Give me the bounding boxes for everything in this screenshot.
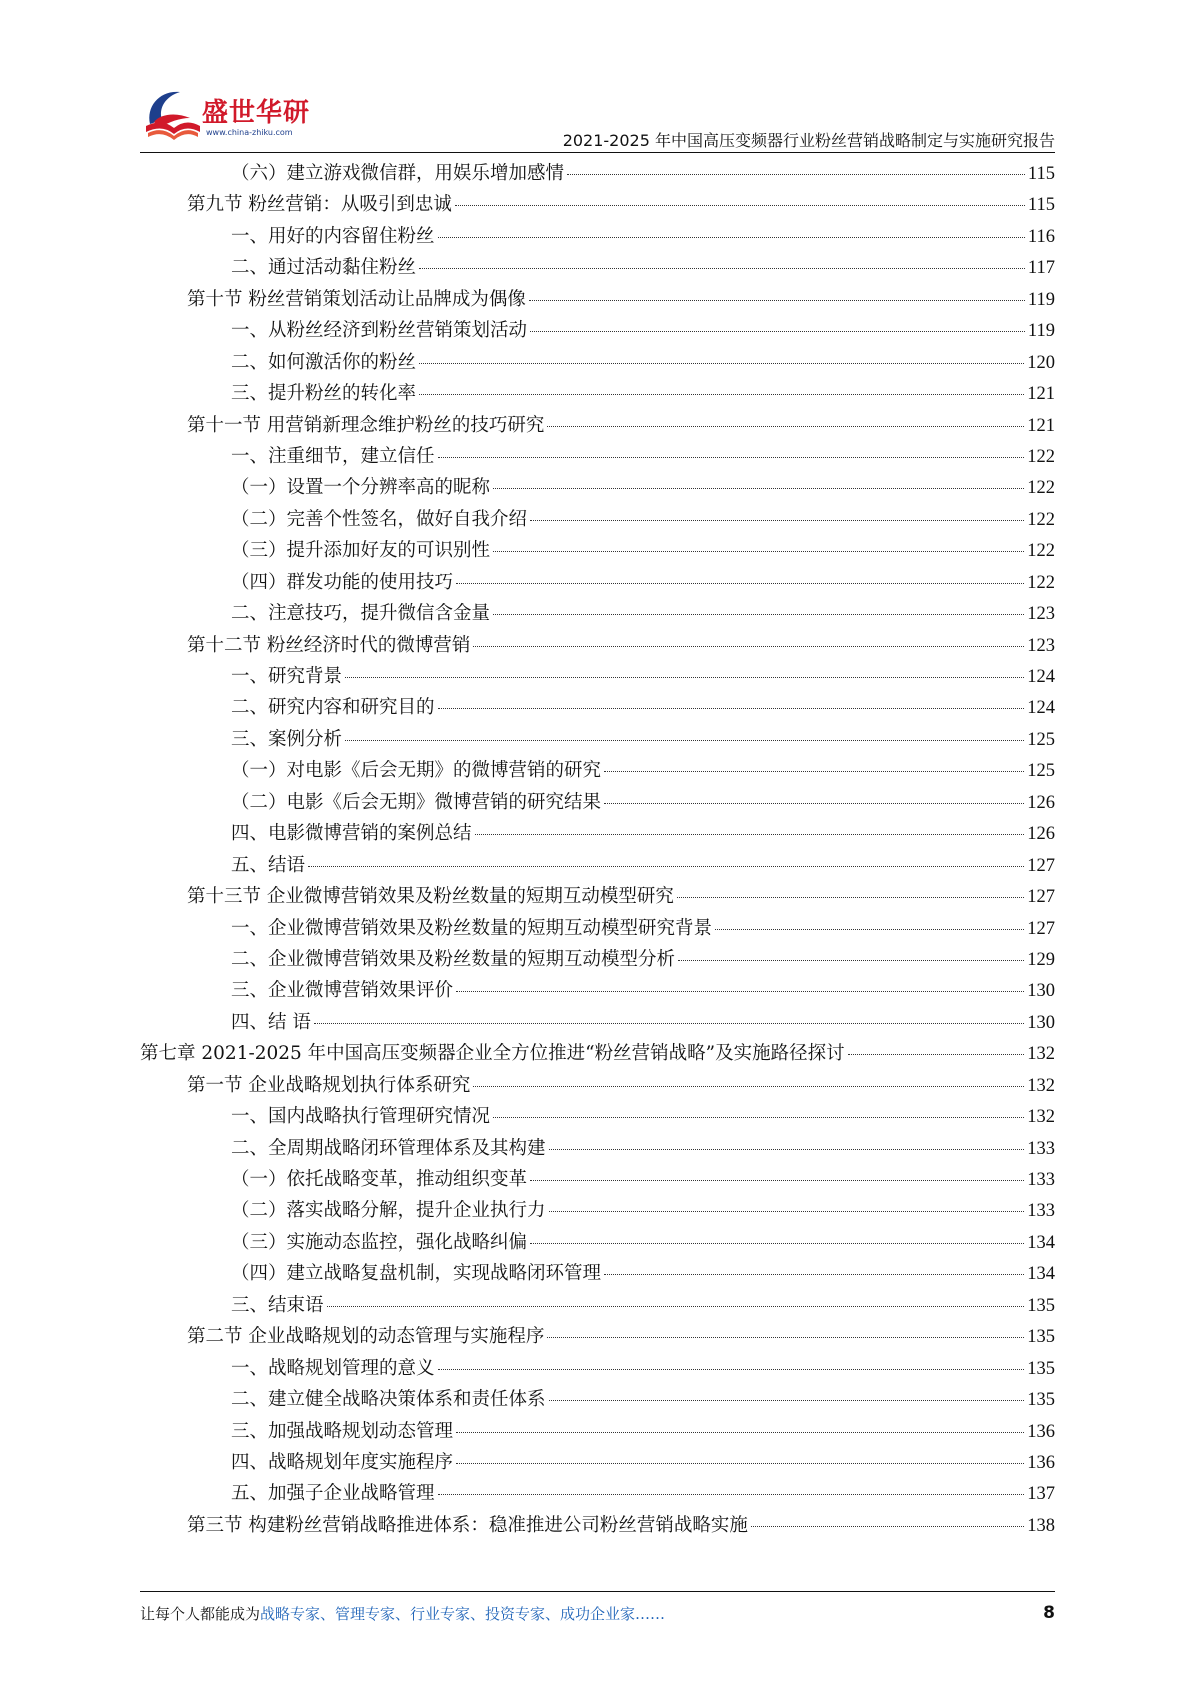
toc-dot-leader [604, 771, 1024, 772]
toc-entry-title: （一）对电影《后会无期》的微博营销的研究 [231, 760, 602, 782]
toc-entry-title: 第三节 构建粉丝营销战略推进体系：稳准推进公司粉丝营销战略实施 [187, 1514, 748, 1536]
toc-entry-page: 133 [1027, 1138, 1055, 1159]
toc-dot-leader [456, 1432, 1024, 1433]
toc-entry-page: 134 [1027, 1264, 1055, 1285]
toc-entry[interactable] [140, 662, 1055, 693]
toc-dot-leader [604, 1274, 1024, 1275]
toc-entry-page: 126 [1027, 824, 1055, 845]
report-title: 2021-2025 年中国高压变频器行业粉丝营销战略制定与实施研究报告 [562, 131, 1055, 150]
toc-entry-page: 122 [1027, 509, 1055, 530]
toc-entry-title: 二、企业微博营销效果及粉丝数量的短期互动模型分析 [231, 948, 676, 970]
toc-entry[interactable] [140, 1417, 1055, 1448]
toc-dot-leader [493, 1117, 1024, 1118]
toc-entry-page: 127 [1027, 918, 1055, 939]
toc-dot-leader [493, 614, 1024, 615]
toc-entry-title: 一、战略规划管理的意义 [231, 1357, 435, 1379]
toc-dot-leader [455, 205, 1025, 206]
toc-entry-title: 第十二节 粉丝经济时代的微博营销 [187, 634, 471, 656]
toc-entry-page: 122 [1027, 572, 1055, 593]
toc-entry-title: 第二节 企业战略规划的动态管理与实施程序 [187, 1326, 545, 1348]
toc-entry[interactable] [140, 599, 1055, 630]
toc-entry[interactable] [140, 631, 1055, 662]
toc-entry-page: 126 [1027, 792, 1055, 813]
toc-entry-title: 五、结语 [231, 854, 306, 876]
toc-entry-title: 一、从粉丝经济到粉丝营销策划活动 [231, 320, 528, 342]
toc-entry[interactable] [140, 1008, 1055, 1039]
toc-dot-leader [308, 866, 1024, 867]
brand-logo [140, 84, 310, 146]
toc-dot-leader [438, 1494, 1025, 1495]
toc-dot-leader [549, 1400, 1025, 1401]
toc-entry[interactable] [140, 819, 1055, 850]
toc-entry-title: （四）群发功能的使用技巧 [231, 571, 454, 593]
toc-entry-title: 第十三节 企业微博营销效果及粉丝数量的短期互动模型研究 [187, 886, 674, 908]
toc-entry-title: 二、如何激活你的粉丝 [231, 351, 417, 373]
toc-entry-page: 122 [1027, 541, 1055, 562]
toc-dot-leader [345, 740, 1024, 741]
brand-url: www.china-zhiku.com [206, 128, 293, 137]
toc-entry[interactable] [140, 1385, 1055, 1416]
toc-entry-title: 一、国内战略执行管理研究情况 [231, 1106, 491, 1128]
toc-entry-page: 125 [1027, 729, 1055, 750]
toc-entry[interactable] [140, 725, 1055, 756]
toc-dot-leader [549, 1149, 1025, 1150]
toc-entry-page: 119 [1027, 321, 1055, 342]
toc-dot-leader [547, 426, 1024, 427]
brand-name: 盛世华研 [202, 98, 311, 128]
toc-dot-leader [549, 1211, 1025, 1212]
toc-entry[interactable] [140, 1479, 1055, 1510]
toc-entry-title: 三、加强战略规划动态管理 [231, 1420, 454, 1442]
toc-entry[interactable] [140, 1196, 1055, 1227]
toc-entry[interactable] [140, 1259, 1055, 1290]
toc-dot-leader [473, 1086, 1024, 1087]
toc-dot-leader [314, 1023, 1024, 1024]
toc-dot-leader [530, 520, 1024, 521]
toc-entry[interactable] [140, 1354, 1055, 1385]
toc-entry[interactable] [140, 442, 1055, 473]
toc-entry[interactable] [140, 190, 1055, 221]
toc-entry-title: 二、全周期战略闭环管理体系及其构建 [231, 1137, 546, 1159]
toc-dot-leader [751, 1526, 1024, 1527]
toc-entry-page: 124 [1027, 698, 1055, 719]
toc-dot-leader [419, 394, 1024, 395]
toc-entry-title: 五、加强子企业战略管理 [231, 1483, 435, 1505]
toc-dot-leader [715, 929, 1024, 930]
toc-dot-leader [530, 331, 1025, 332]
toc-entry[interactable] [140, 1102, 1055, 1133]
toc-entry-title: （三）提升添加好友的可识别性 [231, 540, 491, 562]
toc-entry-page: 136 [1027, 1421, 1055, 1442]
toc-entry-title: 第十一节 用营销新理念维护粉丝的技巧研究 [187, 414, 545, 436]
toc-entry[interactable] [140, 159, 1055, 190]
header-divider [140, 152, 1055, 153]
toc-entry[interactable] [140, 1291, 1055, 1322]
toc-entry[interactable] [140, 285, 1055, 316]
toc-entry-page: 119 [1027, 289, 1055, 310]
toc-entry[interactable] [140, 473, 1055, 504]
toc-dot-leader [493, 488, 1024, 489]
toc-dot-leader [604, 803, 1024, 804]
toc-dot-leader [848, 1054, 1025, 1055]
page-number: 8 [1043, 1603, 1055, 1623]
toc-dot-leader [678, 960, 1024, 961]
toc-entry-page: 125 [1027, 761, 1055, 782]
toc-entry-title: 四、结 语 [231, 1011, 311, 1033]
toc-entry[interactable] [140, 1322, 1055, 1353]
toc-entry-page: 124 [1027, 667, 1055, 687]
toc-entry-title: （一）设置一个分辨率高的昵称 [231, 477, 491, 499]
toc-entry[interactable] [140, 222, 1055, 253]
toc-dot-leader [567, 174, 1025, 175]
page-header [140, 80, 1055, 150]
toc-dot-leader [456, 583, 1024, 584]
table-of-contents [140, 159, 1055, 1542]
toc-dot-leader [547, 1337, 1024, 1338]
toc-entry[interactable] [140, 693, 1055, 724]
toc-dot-leader [419, 363, 1024, 364]
toc-entry-page: 121 [1027, 415, 1055, 436]
toc-entry-page: 136 [1027, 1452, 1055, 1473]
toc-entry-title: （二）落实战略分解，提升企业执行力 [231, 1200, 546, 1222]
toc-entry-page: 122 [1027, 446, 1055, 467]
toc-entry-title: （六）建立游戏微信群，用娱乐增加感情 [231, 163, 565, 184]
toc-entry-page: 135 [1027, 1327, 1055, 1348]
toc-entry[interactable] [140, 1039, 1055, 1070]
toc-entry-page: 121 [1027, 384, 1055, 405]
toc-entry[interactable] [140, 253, 1055, 284]
footer-slogan-roles: 战略专家、管理专家、行业专家、投资专家、成功企业家…… [260, 1605, 666, 1623]
toc-entry-page: 135 [1027, 1295, 1055, 1316]
toc-entry-title: 第七章 2021-2025 年中国高压变频器企业全方位推进“粉丝营销战略”及实施路径探讨 [140, 1043, 845, 1065]
toc-entry-page: 123 [1027, 604, 1055, 625]
toc-entry[interactable] [140, 914, 1055, 945]
toc-entry-title: 二、注意技巧，提升微信含金量 [231, 603, 491, 625]
toc-entry-title: 二、建立健全战略决策体系和责任体系 [231, 1389, 546, 1411]
toc-dot-leader [475, 834, 1025, 835]
toc-dot-leader [438, 457, 1025, 458]
toc-entry[interactable] [140, 1165, 1055, 1196]
toc-entry-page: 133 [1027, 1170, 1055, 1190]
toc-dot-leader [419, 268, 1025, 269]
toc-entry[interactable] [140, 1511, 1055, 1542]
toc-entry[interactable] [140, 568, 1055, 599]
toc-entry[interactable] [140, 411, 1055, 442]
toc-entry[interactable] [140, 945, 1055, 976]
toc-entry[interactable] [140, 348, 1055, 379]
toc-entry-page: 132 [1027, 1044, 1055, 1065]
toc-dot-leader [493, 551, 1024, 552]
toc-entry-title: 一、注重细节，建立信任 [231, 445, 435, 467]
toc-entry-page: 116 [1027, 226, 1055, 247]
toc-entry[interactable] [140, 788, 1055, 819]
toc-entry[interactable] [140, 1448, 1055, 1479]
toc-entry-page: 115 [1027, 164, 1055, 184]
toc-entry-page: 129 [1027, 949, 1055, 970]
toc-entry[interactable] [140, 1228, 1055, 1259]
toc-entry[interactable] [140, 536, 1055, 567]
toc-entry[interactable] [140, 1071, 1055, 1102]
toc-entry-page: 120 [1027, 352, 1055, 373]
toc-dot-leader [473, 646, 1024, 647]
toc-entry[interactable] [140, 1134, 1055, 1165]
toc-dot-leader [456, 991, 1024, 992]
toc-entry[interactable] [140, 316, 1055, 347]
page-footer [140, 1603, 1055, 1631]
toc-entry-title: （二）完善个性签名，做好自我介绍 [231, 508, 528, 530]
toc-dot-leader [530, 1180, 1024, 1181]
footer-slogan-prefix: 让每个人都能成为 [140, 1605, 261, 1623]
toc-dot-leader [529, 300, 1025, 301]
toc-entry[interactable] [140, 976, 1055, 1007]
toc-entry-title: 三、结束语 [231, 1294, 324, 1316]
toc-entry[interactable] [140, 505, 1055, 536]
toc-entry-title: （一）依托战略变革，推动组织变革 [231, 1169, 528, 1190]
toc-entry-page: 127 [1027, 887, 1055, 908]
toc-entry-title: 二、通过活动黏住粉丝 [231, 257, 417, 279]
toc-entry[interactable] [140, 882, 1055, 913]
toc-entry-title: 二、研究内容和研究目的 [231, 697, 435, 719]
toc-dot-leader [677, 897, 1024, 898]
toc-dot-leader [345, 677, 1024, 678]
toc-dot-leader [438, 708, 1025, 709]
toc-entry-title: 第一节 企业战略规划执行体系研究 [187, 1074, 471, 1096]
toc-dot-leader [456, 1463, 1024, 1464]
toc-entry-page: 115 [1027, 195, 1055, 216]
toc-entry-page: 132 [1027, 1075, 1055, 1096]
toc-entry-title: 四、电影微博营销的案例总结 [231, 823, 472, 845]
toc-entry-page: 133 [1027, 1201, 1055, 1222]
toc-entry-title: 一、用好的内容留住粉丝 [231, 225, 435, 247]
toc-dot-leader [438, 237, 1025, 238]
toc-entry-title: 第十节 粉丝营销策划活动让品牌成为偶像 [187, 288, 526, 310]
toc-dot-leader [438, 1369, 1025, 1370]
toc-entry-title: 三、提升粉丝的转化率 [231, 383, 417, 405]
toc-entry-page: 135 [1027, 1390, 1055, 1411]
toc-entry-page: 134 [1027, 1232, 1055, 1253]
toc-entry-page: 122 [1027, 478, 1055, 499]
toc-dot-leader [327, 1306, 1025, 1307]
toc-entry-page: 135 [1027, 1358, 1055, 1379]
toc-entry-title: （二）电影《后会无期》微博营销的研究结果 [231, 791, 602, 813]
footer-divider [140, 1591, 1055, 1592]
toc-entry-page: 137 [1027, 1484, 1055, 1505]
toc-entry-title: 第九节 粉丝营销：从吸引到忠诚 [187, 194, 452, 216]
toc-entry[interactable] [140, 851, 1055, 882]
toc-entry-title: 三、案例分析 [231, 728, 343, 750]
toc-entry-title: 一、企业微博营销效果及粉丝数量的短期互动模型研究背景 [231, 917, 713, 939]
toc-entry-page: 130 [1027, 1012, 1055, 1033]
toc-entry-title: （三）实施动态监控，强化战略纠偏 [231, 1231, 528, 1253]
toc-entry-page: 117 [1027, 258, 1055, 279]
logo-book-icon [140, 84, 202, 146]
toc-entry[interactable] [140, 379, 1055, 410]
toc-dot-leader [530, 1243, 1024, 1244]
toc-entry-title: 一、研究背景 [231, 666, 343, 687]
toc-entry-page: 127 [1027, 855, 1055, 876]
toc-entry-page: 132 [1027, 1107, 1055, 1128]
toc-entry-page: 123 [1027, 635, 1055, 656]
toc-entry-title: 四、战略规划年度实施程序 [231, 1451, 454, 1473]
toc-entry-page: 130 [1027, 981, 1055, 1002]
toc-entry-page: 138 [1027, 1515, 1055, 1536]
toc-entry-title: 三、企业微博营销效果评价 [231, 980, 454, 1002]
toc-entry[interactable] [140, 756, 1055, 787]
toc-entry-title: （四）建立战略复盘机制，实现战略闭环管理 [231, 1263, 602, 1285]
